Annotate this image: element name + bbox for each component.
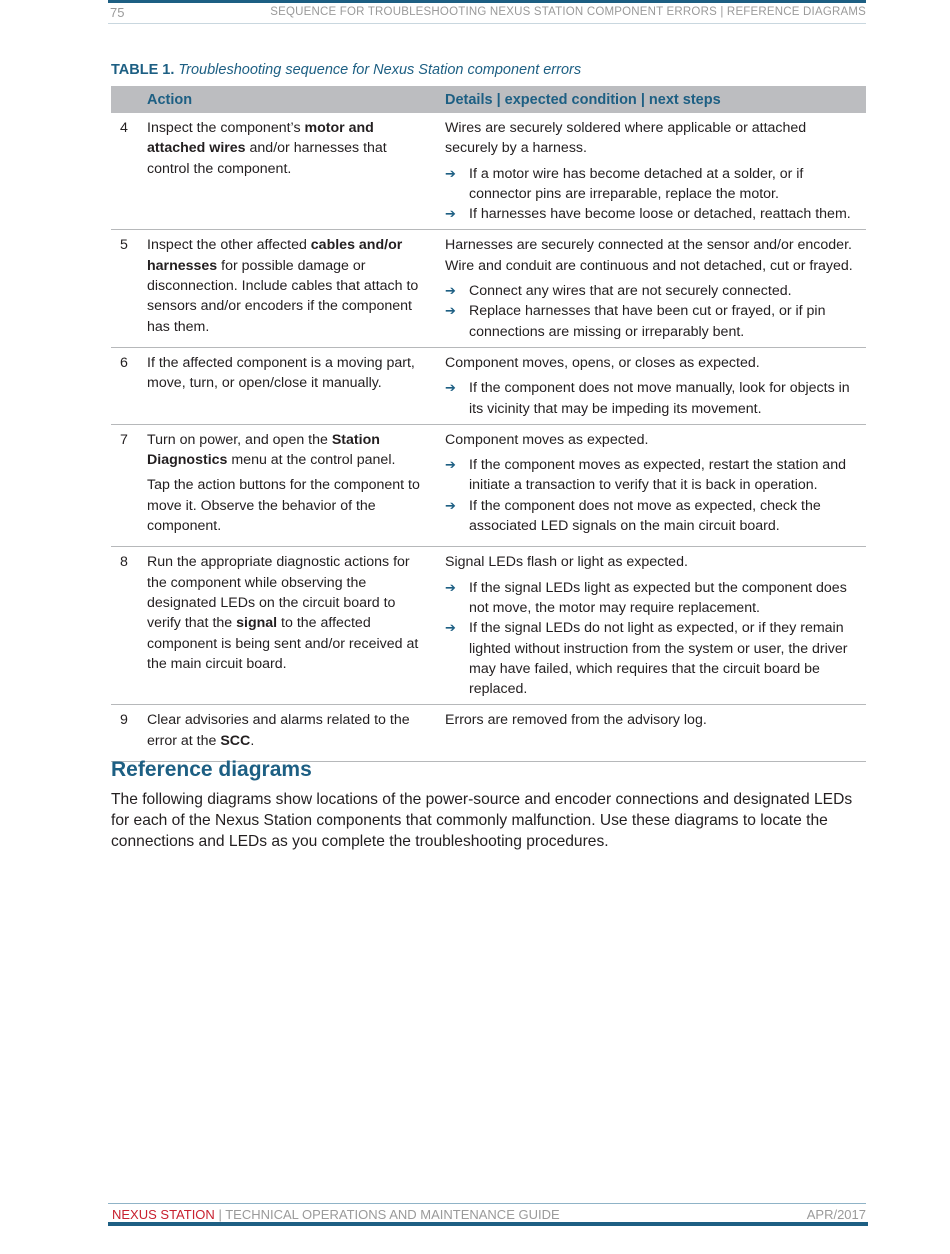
details-cell: [445, 347, 866, 424]
footer-separator: |: [218, 1207, 222, 1222]
details-cell: [445, 230, 866, 347]
action-paragraph: [147, 430, 425, 471]
table-caption: [111, 62, 581, 78]
details-cell: [445, 113, 866, 230]
next-step-text: Replace harnesses that have been cut or frayed, or if pin connections are missing or irreparably bent.: [469, 303, 826, 340]
table-title: Troubleshooting sequence for Nexus Station component errors: [178, 62, 582, 78]
table-body: [111, 113, 866, 762]
table-label: TABLE 1.: [111, 62, 175, 78]
action-text: Turn on power, and open the: [147, 431, 332, 448]
next-step: [445, 378, 860, 419]
table-row: [111, 347, 866, 424]
arrow-right-icon: ➔: [445, 380, 456, 396]
next-step-text: If the component moves as expected, restart the station and initiate a transaction to verify that it is back in operation.: [469, 457, 846, 494]
action-text: Inspect the component’s: [147, 120, 305, 136]
next-steps-list: [445, 455, 860, 536]
arrow-right-icon: ➔: [445, 303, 456, 319]
step-number: 5: [111, 230, 147, 347]
action-cell: [147, 230, 445, 347]
next-step: [445, 455, 860, 496]
next-step-text: If the signal LEDs do not light as expected, or if they remain lighted without instruction from the system or user, the driver may have failed, which requires that the circuit board be replaced.: [469, 620, 848, 698]
table-row: [111, 424, 866, 546]
next-step-text: If the component does not move as expected, check the associated LED signals on the main circuit board.: [469, 497, 821, 535]
action-text: to the affected component is being sent and/or received at the main circuit board.: [147, 615, 419, 672]
next-step: [445, 281, 860, 301]
action-text: menu at the control panel.: [227, 452, 396, 469]
action-paragraph: [147, 235, 425, 336]
footer-left: [112, 1207, 560, 1222]
action-text: Clear advisories and alarms related to the error at the: [147, 712, 410, 749]
action-text: Tap the action buttons for the component to move it. Observe the behavior of the component.: [147, 477, 420, 535]
action-cell: [147, 347, 445, 424]
next-step-text: If a motor wire has become detached at a solder, or if connector pins are irreparable, replace the motor.: [469, 165, 804, 202]
expected-condition: Component moves as expected.: [445, 431, 649, 448]
next-step: [445, 164, 860, 205]
bottom-rule: [108, 1222, 868, 1226]
next-step-text: If the signal LEDs light as expected but the component does not move, the motor may require replacement.: [469, 579, 847, 616]
next-step-text: Connect any wires that are not securely connected.: [469, 283, 792, 300]
action-paragraph: [147, 552, 425, 674]
next-step-text: If the component does not move manually, look for objects in its vicinity that may be impeding its movement.: [469, 380, 850, 417]
action-emphasis: SCC: [220, 732, 251, 749]
page-number: 75: [110, 5, 125, 20]
next-steps-list: [445, 378, 860, 419]
next-step-text: If harnesses have become loose or detached, reattach them.: [469, 206, 851, 223]
header-details: Details | expected condition | next steps: [445, 86, 866, 113]
troubleshooting-table: [111, 86, 866, 762]
table-row: [111, 705, 866, 762]
section-heading: Reference diagrams: [111, 758, 312, 781]
details-cell: [445, 705, 866, 762]
arrow-right-icon: ➔: [445, 457, 456, 473]
header-action: Action: [147, 86, 445, 113]
footer-guide-title: TECHNICAL OPERATIONS AND MAINTENANCE GUIDE: [225, 1207, 560, 1222]
next-step: [445, 578, 860, 619]
table-header-row: [111, 86, 866, 113]
arrow-right-icon: ➔: [445, 283, 456, 299]
expected-condition: Component moves, opens, or closes as expected.: [445, 354, 760, 371]
action-paragraph: [147, 353, 425, 394]
action-emphasis: motor and attached wires: [147, 120, 374, 157]
step-number: 8: [111, 547, 147, 705]
expected-condition: Signal LEDs flash or light as expected.: [445, 554, 688, 571]
action-text: and/or harnesses that control the component.: [147, 140, 387, 177]
footer-date: APR/2017: [806, 1207, 866, 1222]
section-body: The following diagrams show locations of the power-source and encoder connections and designated LEDs for each of the Nexus Station components that commonly malfunction. Use these diagrams to locate the connections and LEDs as you complete the troubleshooting procedures.: [111, 791, 853, 850]
next-steps-list: [445, 164, 860, 225]
action-emphasis: cables and/or harnesses: [147, 237, 403, 274]
action-cell: [147, 705, 445, 762]
arrow-right-icon: ➔: [445, 579, 456, 595]
action-text: for possible damage or disconnection. Include cables that attach to sensors and/or encoders if the component has them.: [147, 257, 419, 335]
arrow-right-icon: ➔: [445, 497, 456, 513]
action-emphasis: Station Diagnostics: [147, 431, 380, 469]
table-row: [111, 113, 866, 230]
action-paragraph: [147, 118, 425, 179]
arrow-right-icon: ➔: [445, 620, 456, 636]
next-steps-list: [445, 281, 860, 342]
next-step: [445, 496, 860, 537]
details-cell: [445, 547, 866, 705]
details-cell: [445, 424, 866, 546]
next-steps-list: [445, 578, 860, 700]
step-number: 9: [111, 705, 147, 762]
table-row: [111, 230, 866, 347]
next-step: [445, 204, 860, 224]
action-text: .: [250, 732, 255, 749]
step-number: 4: [111, 113, 147, 230]
expected-condition: Wires are securely soldered where applicable or attached securely by a harness.: [445, 120, 807, 157]
step-number: 7: [111, 424, 147, 546]
expected-condition: Harnesses are securely connected at the sensor and/or encoder. Wire and conduit are continuous and not detached, cut or frayed.: [445, 237, 853, 274]
expected-condition: Errors are removed from the advisory log.: [445, 712, 707, 729]
action-cell: [147, 113, 445, 230]
action-cell: [147, 547, 445, 705]
action-emphasis: signal: [236, 615, 278, 632]
next-step: [445, 618, 860, 699]
action-paragraph: [147, 475, 425, 536]
action-text: Inspect the other affected: [147, 237, 311, 254]
action-cell: [147, 424, 445, 546]
table-row: [111, 547, 866, 705]
top-rule: [108, 0, 866, 3]
footer-divider: [108, 1203, 866, 1204]
next-step: [445, 301, 860, 342]
arrow-right-icon: ➔: [445, 206, 456, 222]
action-text: Run the appropriate diagnostic actions for the component while observing the designated LEDs on the circuit board to verify that the: [147, 554, 410, 632]
footer-brand: NEXUS STATION: [112, 1207, 215, 1222]
header-num-cell: [111, 86, 147, 113]
arrow-right-icon: ➔: [445, 165, 456, 181]
running-head: SEQUENCE FOR TROUBLESHOOTING NEXUS STATION COMPONENT ERRORS | REFERENCE DIAGRAMS: [270, 6, 866, 18]
step-number: 6: [111, 347, 147, 424]
header-divider: [108, 23, 866, 24]
action-text: If the affected component is a moving part, move, turn, or open/close it manually.: [147, 354, 415, 392]
action-paragraph: [147, 710, 425, 751]
